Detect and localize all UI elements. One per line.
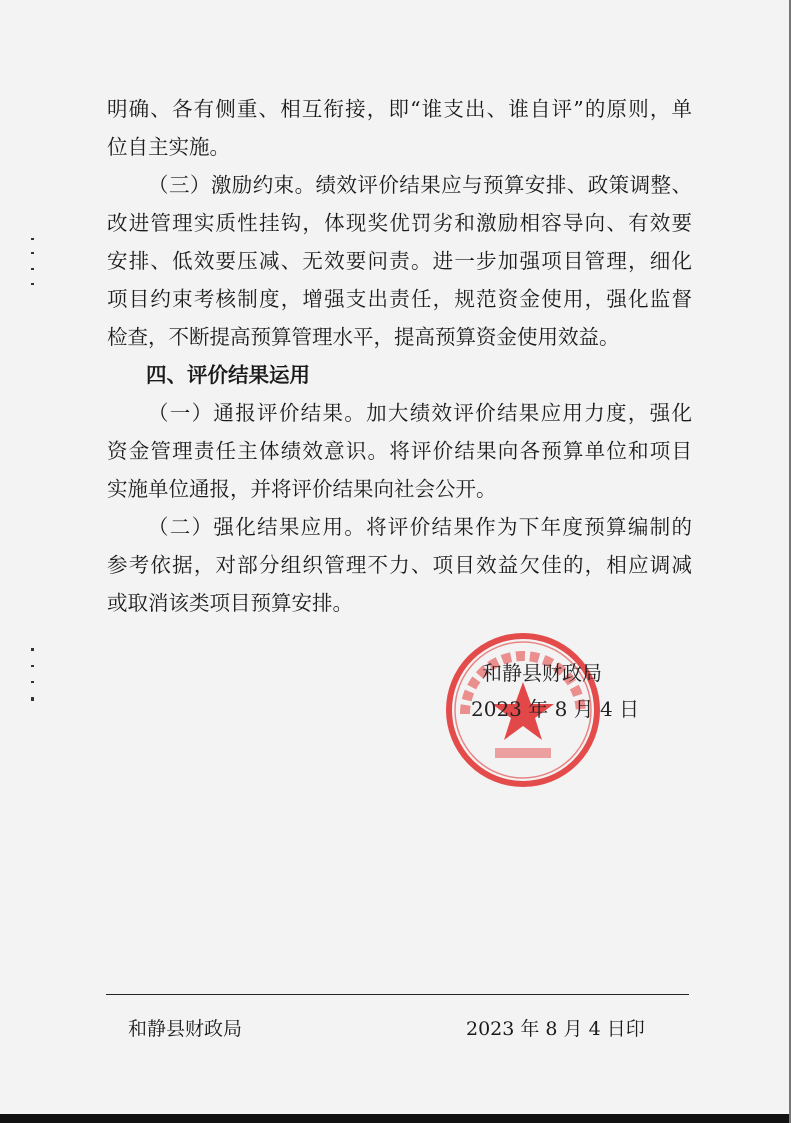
binding-mark — [31, 648, 34, 651]
body-line-10: 资金管理责任主体绩效意识。将评价结果向各预算单位和项目 — [107, 439, 692, 463]
footer-org: 和静县财政局 — [128, 1018, 243, 1040]
binding-mark — [31, 283, 34, 285]
body-line-7: 检查，不断提高预算管理水平，提高预算资金使用效益。 — [107, 325, 620, 349]
body-line-9: （一）通报评价结果。加大绩效评价结果应用力度，强化 — [148, 401, 692, 425]
body-line-5: 安排、低效要压减、无效要问责。进一步加强项目管理，细化 — [107, 249, 692, 273]
section-heading: 四、评价结果运用 — [146, 363, 310, 387]
binding-mark — [31, 268, 34, 270]
binding-mark — [31, 252, 34, 254]
signature-org: 和静县财政局 — [482, 661, 602, 685]
binding-mark — [31, 665, 34, 667]
binding-mark — [31, 697, 34, 701]
binding-mark — [31, 681, 34, 683]
body-line-6: 项目约束考核制度，增强支出责任，规范资金使用，强化监督 — [107, 287, 692, 311]
body-line-12: （二）强化结果应用。将评价结果作为下年度预算编制的 — [148, 515, 692, 539]
body-line-4: 改进管理实质性挂钩，体现奖优罚劣和激励相容导向、有效要 — [107, 211, 692, 235]
body-line-14: 或取消该类项目预算安排。 — [107, 591, 353, 615]
binding-mark — [31, 238, 34, 240]
body-line-2: 位自主实施。 — [107, 135, 230, 159]
footer-date: 2023 年 8 月 4 日印 — [466, 1018, 645, 1040]
footer-rule — [106, 994, 689, 995]
body-line-3: （三）激励约束。绩效评价结果应与预算安排、政策调整、 — [148, 173, 692, 197]
signature-date: 2023 年 8 月 4 日 — [471, 697, 640, 721]
body-line-11: 实施单位通报，并将评价结果向社会公开。 — [107, 477, 497, 501]
scan-bottom-edge — [0, 1114, 791, 1123]
body-line-13: 参考依据，对部分组织管理不力、项目效益欠佳的，相应调减 — [107, 553, 692, 577]
body-line-1: 明确、各有侧重、相互衔接，即“谁支出、谁自评”的原则，单 — [107, 97, 692, 121]
